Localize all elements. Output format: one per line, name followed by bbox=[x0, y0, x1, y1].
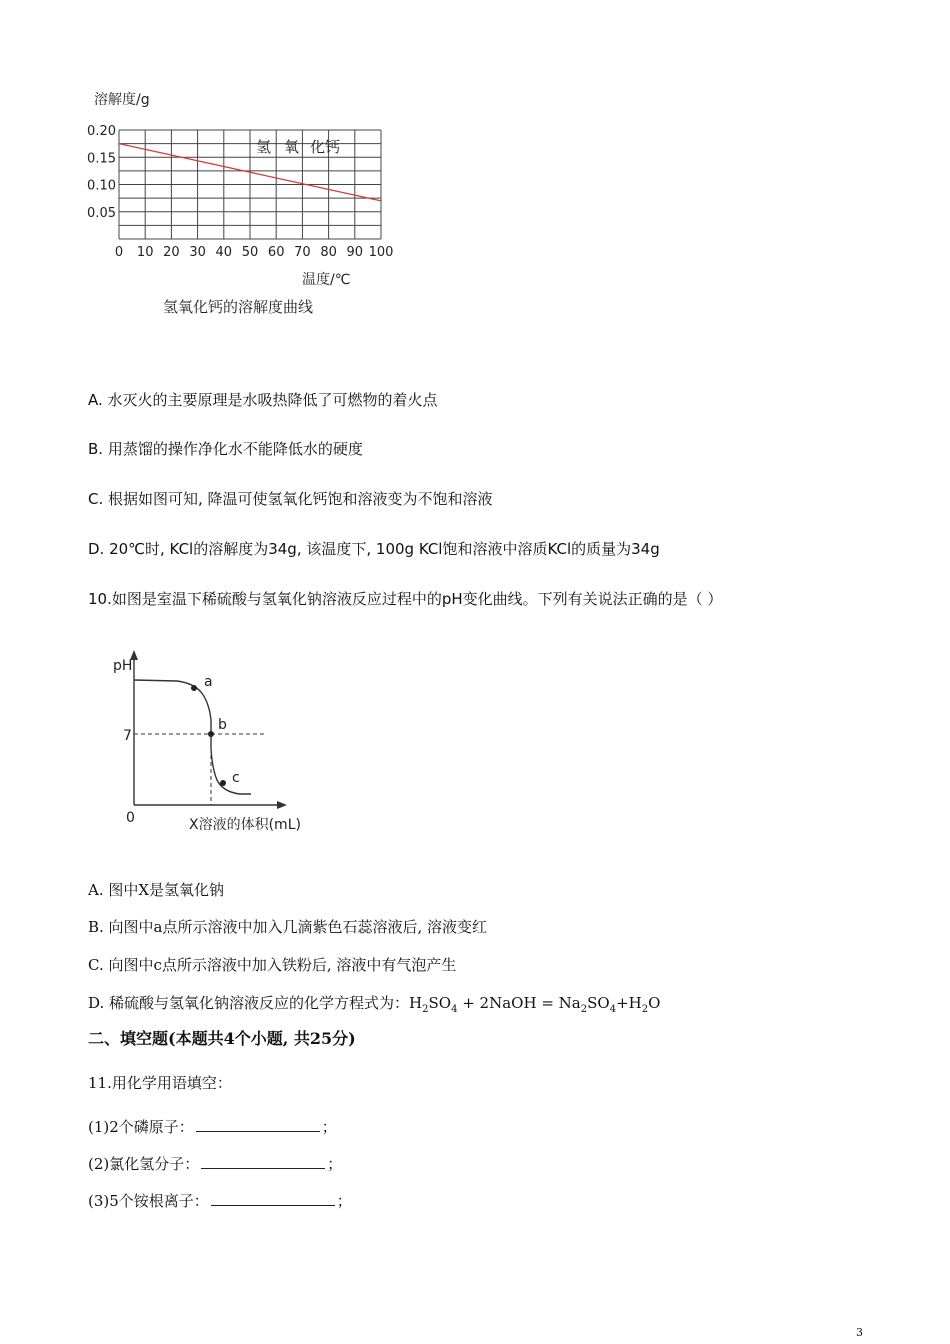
x-tick-label: 90 bbox=[346, 245, 364, 260]
q9-option-c: C. 根据如图可知, 降温可使氢氧化钙饱和溶液变为不饱和溶液 bbox=[88, 490, 493, 508]
x-tick-label: 40 bbox=[215, 245, 233, 260]
q10-stem: 10.如图是室温下稀硫酸与氢氧化钠溶液反应过程中的pH变化曲线。下列有关说法正确的是（ ） bbox=[88, 590, 723, 608]
q10-option-d bbox=[88, 992, 660, 1015]
x-tick-label: 20 bbox=[163, 245, 180, 260]
q9-option-a: A. 水灭火的主要原理是水吸热降低了可燃物的着火点 bbox=[88, 391, 438, 409]
y-tick-label: 0.15 bbox=[87, 151, 116, 167]
ph-point-c-label: c bbox=[232, 770, 240, 786]
ph-chart-origin: 0 bbox=[126, 810, 135, 826]
x-tick-label: 10 bbox=[136, 245, 154, 260]
ph-chart-xlabel: X溶液的体积(mL) bbox=[189, 817, 301, 833]
solubility-chart-xticks bbox=[115, 245, 394, 260]
answer-blank-2[interactable] bbox=[201, 1154, 325, 1169]
solubility-chart-ylabel: 溶解度/g bbox=[94, 92, 150, 108]
ph-point-b bbox=[208, 731, 214, 737]
ph-chart-ylabel: pH bbox=[113, 658, 133, 674]
ph-point-c bbox=[220, 780, 226, 786]
x-tick-label: 70 bbox=[294, 245, 311, 260]
ph-point-a-label: a bbox=[204, 674, 213, 690]
q11-item-1: (1)2个磷原子： ； bbox=[88, 1118, 337, 1136]
x-tick-label: 80 bbox=[320, 245, 337, 260]
q9-option-b: B. 用蒸馏的操作净化水不能降低水的硬度 bbox=[88, 440, 363, 458]
x-tick-label: 50 bbox=[241, 245, 259, 260]
series-label-3: 化钙 bbox=[310, 138, 341, 156]
solubility-chart-caption: 氢氧化钙的溶解度曲线 bbox=[163, 298, 314, 316]
ph-chart-x-arrow bbox=[277, 801, 287, 809]
y-tick-label: 0.05 bbox=[87, 205, 116, 221]
solubility-chart-grid bbox=[119, 130, 381, 239]
ph-point-b-label: b bbox=[218, 717, 227, 733]
x-tick-label: 100 bbox=[368, 245, 394, 260]
ph-chart bbox=[105, 648, 345, 838]
q11-item-2: (2)氯化氢分子： ； bbox=[88, 1155, 343, 1173]
answer-blank-3[interactable] bbox=[211, 1191, 335, 1206]
q10-option-b: B. 向图中a点所示溶液中加入几滴紫色石蕊溶液后, 溶液变红 bbox=[88, 918, 488, 936]
solubility-chart-yticks bbox=[87, 124, 116, 221]
q11-stem: 11.用化学用语填空： bbox=[88, 1074, 232, 1092]
q11-item-3: (3)5个铵根离子： ； bbox=[88, 1192, 352, 1210]
y-tick-label: 0.10 bbox=[87, 178, 116, 194]
solubility-chart bbox=[80, 82, 420, 322]
series-label-1: 氢 bbox=[256, 138, 272, 156]
q9-option-d: D. 20℃时, KCl的溶解度为34g, 该温度下, 100g KCl饱和溶液中溶质KCl的质量为34g bbox=[88, 540, 660, 558]
q10-option-d-prefix: D. 稀硫酸与氢氧化钠溶液反应的化学方程式为： bbox=[88, 994, 410, 1012]
answer-blank-1[interactable] bbox=[196, 1117, 320, 1132]
chemical-equation: $H_2SO_4$ + 2NaOH = $Na_2SO_4+H_2O$ bbox=[409, 994, 661, 1015]
x-tick-label: 30 bbox=[189, 245, 206, 260]
x-tick-label: 0 bbox=[114, 245, 124, 260]
solubility-chart-xlabel: 温度/℃ bbox=[302, 272, 351, 288]
series-label-2: 氧 bbox=[284, 138, 300, 156]
ph-point-a bbox=[191, 685, 197, 691]
section-heading: 二、填空题(本题共4个小题, 共25分) bbox=[88, 1029, 356, 1048]
q10-option-c: C. 向图中c点所示溶液中加入铁粉后, 溶液中有气泡产生 bbox=[88, 956, 457, 974]
page-number: 3 bbox=[856, 1326, 863, 1339]
x-tick-label: 60 bbox=[267, 245, 285, 260]
y-tick-label: 0.20 bbox=[87, 124, 116, 139]
ph-chart-7-label: 7 bbox=[123, 728, 132, 744]
q10-option-a: A. 图中X是氢氧化钠 bbox=[88, 881, 225, 899]
